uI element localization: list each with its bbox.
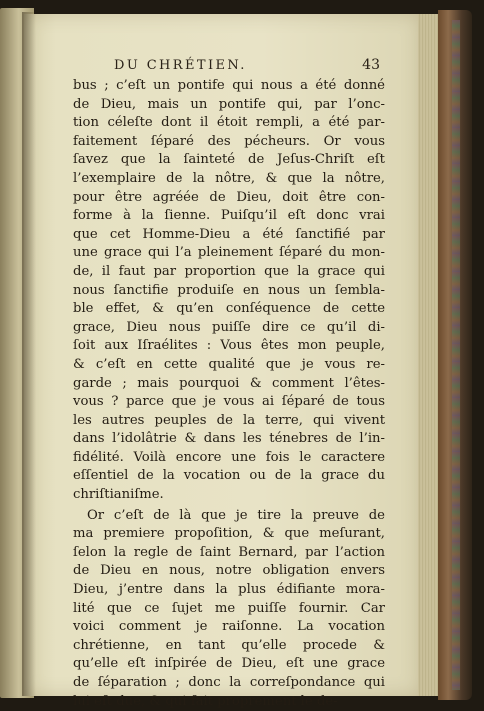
text-line: les autres peuples de la terre, qui vivent [73,412,385,428]
text-line: pour être agréée de Dieu, doit être con- [73,189,385,205]
text-line: nous ſanctifie produiſe en nous un ſembla- [73,282,385,298]
text-line: ſelon la regle de ſaint Bernard, par l’action [73,544,385,560]
text-line: faitement ſéparé des pécheurs. Or vous [73,133,385,149]
text-line: dans l’idolâtrie & dans les ténebres de l’in- [73,431,385,447]
page-block-edge [418,14,440,696]
text-line: vous ? parce que je vous ai ſéparé de tous [73,394,385,410]
body-text [73,77,385,711]
text-line: eſſentiel de la vocation ou de la grace du [73,468,385,484]
text-line: tion céleſte dont il étoit rempli, a été par- [73,115,385,131]
text-line: ſoit aux Iſraélites : Vous êtes mon peuple, [73,338,385,354]
text-line: l’exemplaire de la nôtre, & que la nôtre, [73,170,385,186]
marbled-edge [452,20,460,690]
text-line: ble effet, & qu’en conſéquence de cette [73,301,385,317]
text-line: de Dieu, mais un pontife qui, par l’onc- [73,96,385,112]
text-line: de, il faut par proportion que la grace qui [73,263,385,279]
text-line: de Dieu en nous, notre obligation envers [73,563,385,579]
text-line: voici comment je raiſonne. La vocation [73,619,385,635]
text-line: chrétienne, en tant qu’elle procede & [73,637,385,653]
text-line: qu’elle eſt inſpirée de Dieu, eſt une grace [73,656,385,672]
book-gutter [22,12,36,696]
text-line: garde ; mais pourquoi & comment l’êtes- [73,375,385,391]
text-line: de ſéparation ; donc la correſpondance qui [73,675,385,690]
text-line: Or c’eſt de là que je tire la preuve de [87,507,385,523]
text-line: chriſtianiſme. [73,487,164,503]
text-line: ſavez que la ſainteté de Jeſus-Chriſt eſt [73,152,385,168]
running-title: DU CHRÉTIEN. [114,58,247,73]
text-line: grace, Dieu nous puiſſe dire ce qu’il di- [73,319,385,335]
page-number: 43 [362,57,380,73]
paragraph-2 [73,507,385,711]
paragraph-1 [73,77,385,505]
page-header [74,57,384,73]
text-line: & c’eſt en cette qualité que je vous re- [73,356,385,372]
text-line: bus ; c’eſt un pontife qui nous a été donné [73,78,385,93]
text-line: Dieu, j’entre dans la plus édifiante mora- [73,582,385,598]
text-line: fidélité. Voilà encore une fois le caractere [73,449,385,465]
text-line: forme à la ſienne. Puiſqu’il eſt donc vrai [73,208,385,224]
text-line: ma premiere propoſition, & que meſurant, [73,526,385,542]
text-line: que cet Homme-Dieu a été ſanctifié par [73,226,385,242]
text-line: une grace qui l’a pleinement ſéparé du mon- [73,245,385,261]
text-line: lui eſt due, & qui fait proprement le de- [73,693,338,709]
text-line: lité que ce ſujet me puiſſe fournir. Car [73,600,385,616]
